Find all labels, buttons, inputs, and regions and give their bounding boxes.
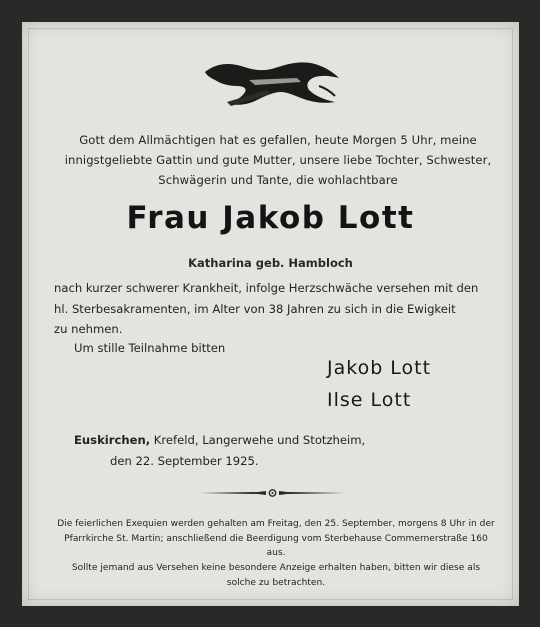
funeral-notice: Die feierlichen Exequien werden gehalten am Freitag, den 25. September, morgens 8 Uhr in der Pfarrkirche St. Martin; anschließend die Beerdigung vom Sterbehause Commernerstraße 160 aus. xyxy=(57,519,495,558)
date-line: den 22. September 1925. xyxy=(110,454,259,468)
place-rest: Krefeld, Langerwehe und Stotzheim, xyxy=(150,433,366,447)
birth-name: Katharina geb. Hambloch xyxy=(188,256,353,270)
intro-text xyxy=(52,130,504,190)
black-branch-icon xyxy=(197,50,347,110)
sympathy-request: Um stille Teilnahme bitten xyxy=(74,341,226,355)
obituary-notice xyxy=(22,22,519,606)
place-line xyxy=(74,433,365,447)
deceased-name: Frau Jakob Lott xyxy=(126,200,415,236)
details-line: hl. Sterbesakramenten, im Alter von 38 Jahren zu sich in die Ewigkeit xyxy=(54,301,456,316)
closing-notice: Sollte jemand aus Versehen keine besondere Anzeige erhalten haben, bitten wir diese als solche zu betrachten. xyxy=(71,563,481,588)
ornamental-rule-icon xyxy=(200,488,345,498)
intro-line: innigstgeliebte Gattin und gute Mutter, unsere liebe Tochter, Schwester, xyxy=(64,153,492,167)
intro-line: Schwägerin und Tante, die wohlachtbare xyxy=(158,173,398,187)
signature: Jakob Lott xyxy=(327,357,432,379)
intro-line: Gott dem Allmächtigen hat es gefallen, heute Morgen 5 Uhr, meine xyxy=(79,133,477,147)
signature: Ilse Lott xyxy=(327,389,412,411)
details-text xyxy=(54,278,509,340)
details-line: zu nehmen. xyxy=(54,322,123,336)
place-bold: Euskirchen, xyxy=(74,433,151,447)
details-line: nach kurzer schwerer Krankheit, infolge Herzschwäche versehen mit den xyxy=(54,281,479,295)
